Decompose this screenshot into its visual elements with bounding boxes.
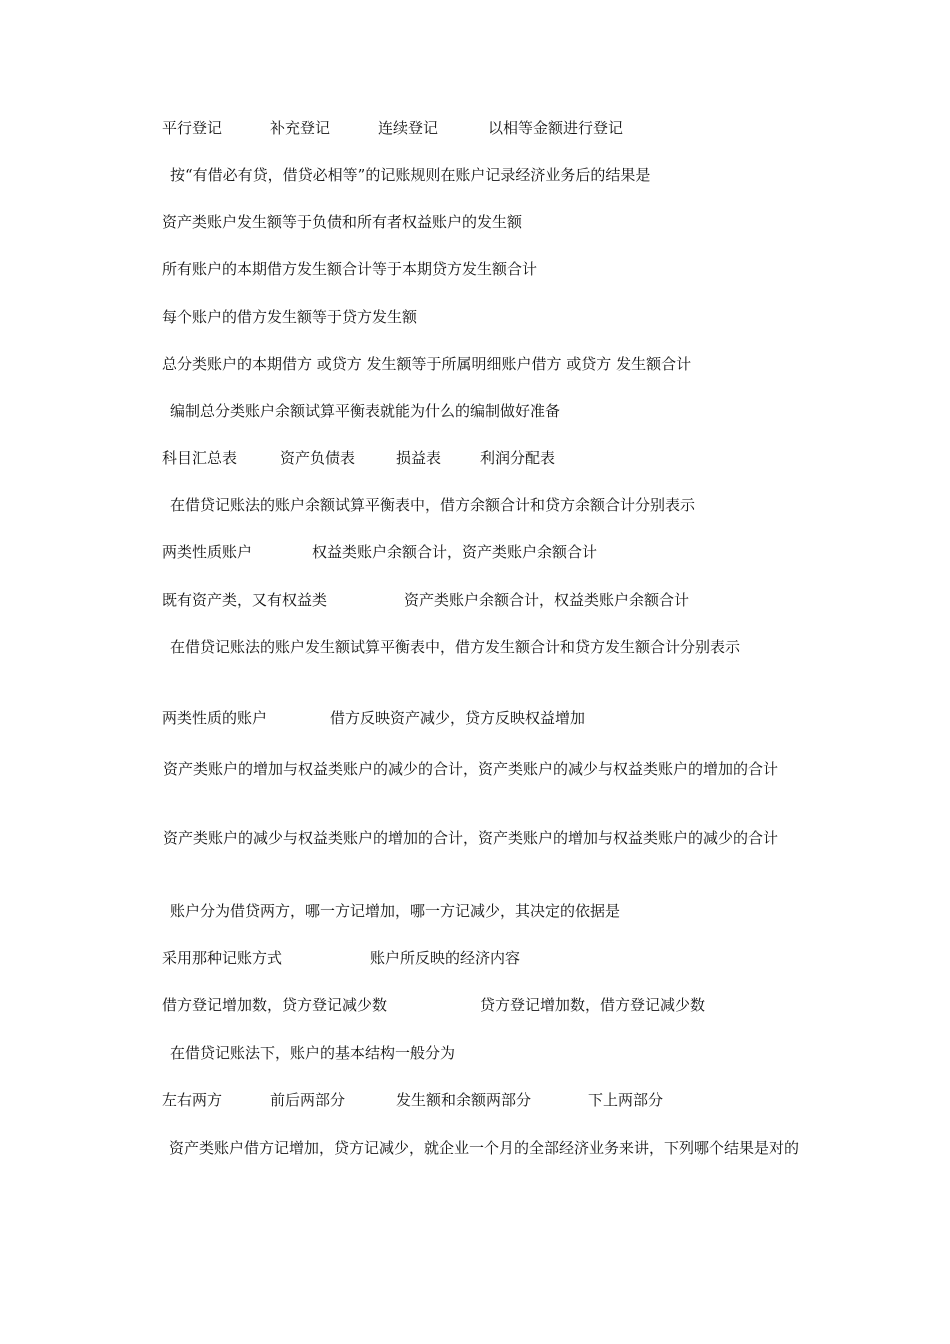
option-text: 平行登记 [162, 119, 223, 137]
option-text: 连续登记 [378, 119, 439, 137]
question-text: 按“有借必有贷，借贷必相等”的记账规则在账户记录经济业务后的结果是 [170, 166, 651, 184]
option-text: 资产负债表 [280, 449, 356, 467]
option-text: 既有资产类，又有权益类 [162, 591, 328, 609]
option-paragraph: 资产类账户的增加与权益类账户的减少的合计，资产类账户的减少与权益类账户的增加的合计 [163, 760, 779, 778]
option-text: 借方反映资产减少，贷方反映权益增加 [330, 709, 586, 727]
option-text: 发生额和余额两部分 [396, 1091, 532, 1109]
question-text: 在借贷记账法的账户余额试算平衡表中，借方余额合计和贷方余额合计分别表示 [170, 496, 696, 514]
option-text: 权益类账户余额合计，资产类账户余额合计 [312, 543, 598, 561]
question-text: 在借贷记账法的账户发生额试算平衡表中，借方发生额合计和贷方发生额合计分别表示 [170, 638, 741, 656]
option-text: 两类性质的账户 [162, 709, 268, 727]
option-text: 补充登记 [270, 119, 331, 137]
option-text: 利润分配表 [480, 449, 556, 467]
option-text: 所有账户的本期借方发生额合计等于本期贷方发生额合计 [162, 260, 538, 278]
option-text: 每个账户的借方发生额等于贷方发生额 [162, 308, 418, 326]
option-text: 采用那种记账方式 [162, 949, 283, 967]
option-text: 损益表 [396, 449, 442, 467]
question-text: 账户分为借贷两方，哪一方记增加，哪一方记减少，其决定的依据是 [170, 902, 621, 920]
option-text: 两类性质账户 [162, 543, 253, 561]
option-text: 科目汇总表 [162, 449, 238, 467]
option-text: 下上两部分 [588, 1091, 664, 1109]
option-text: 资产类账户发生额等于负债和所有者权益账户的发生额 [162, 213, 523, 231]
option-text: 账户所反映的经济内容 [370, 949, 521, 967]
option-text: 总分类账户的本期借方 或贷方 发生额等于所属明细账户借方 或贷方 发生额合计 [162, 355, 692, 373]
option-paragraph: 资产类账户的减少与权益类账户的增加的合计，资产类账户的增加与权益类账户的减少的合计 [163, 829, 779, 847]
option-text: 前后两部分 [270, 1091, 346, 1109]
option-text: 左右两方 [162, 1091, 223, 1109]
option-text: 贷方登记增加数，借方登记减少数 [480, 996, 706, 1014]
question-paragraph: 资产类账户借方记增加，贷方记减少，就企业一个月的全部经济业务来讲，下列哪个结果是对的 [169, 1139, 800, 1157]
option-text: 资产类账户余额合计，权益类账户余额合计 [404, 591, 690, 609]
option-text: 以相等金额进行登记 [488, 119, 624, 137]
question-text: 在借贷记账法下，账户的基本结构一般分为 [170, 1044, 456, 1062]
option-text: 借方登记增加数，贷方登记减少数 [162, 996, 388, 1014]
question-text: 编制总分类账户余额试算平衡表就能为什么的编制做好准备 [170, 402, 561, 420]
